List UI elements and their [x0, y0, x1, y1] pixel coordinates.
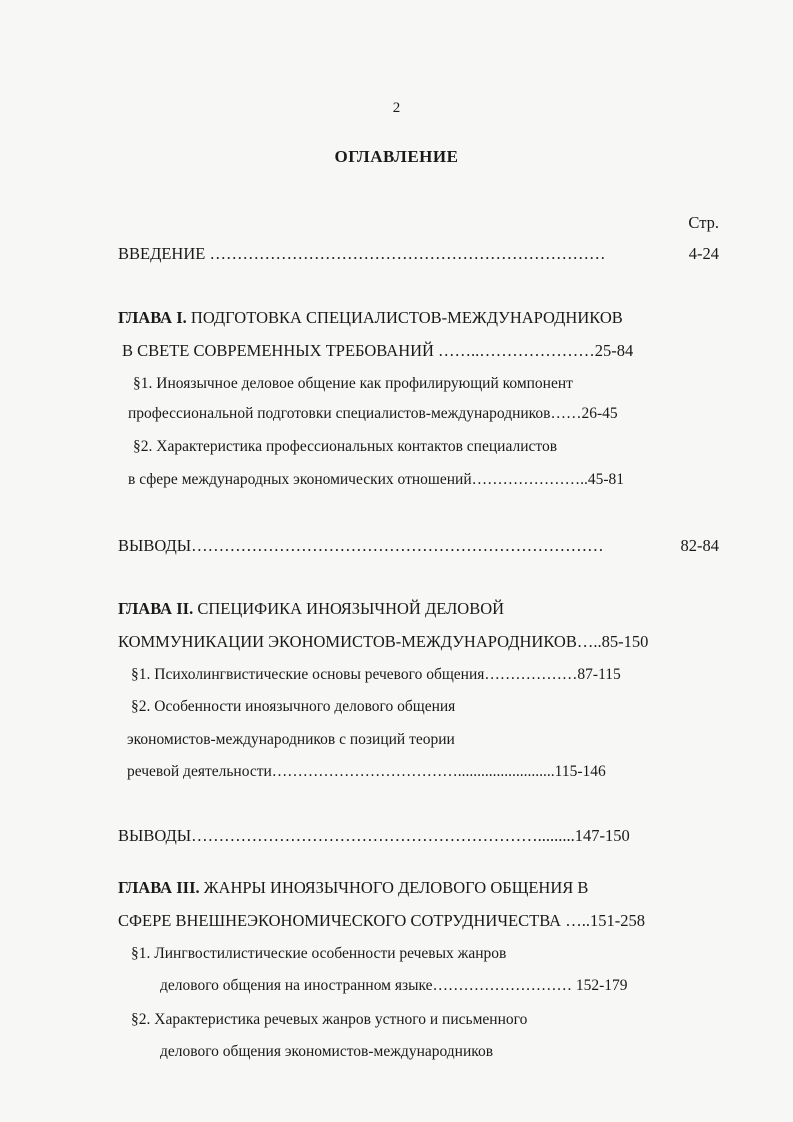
toc-section-1-1-cont: профессиональной подготовки специалистов-международников……26-45 [128, 405, 618, 422]
chapter-label: ГЛАВА I. [118, 308, 187, 327]
toc-chapter-2-heading [118, 599, 504, 619]
toc-chapter-2-line2: КОММУНИКАЦИИ ЭКОНОМИСТОВ-МЕЖДУНАРОДНИКОВ…..85-150 [118, 632, 649, 651]
toc-entry-pages: 82-84 [680, 536, 719, 555]
toc-entry-conclusions-2: ВЫВОДЫ……………………………………………………….........147-150 [118, 826, 630, 845]
toc-section-2-1: §1. Психолингвистические основы речевого общения………………87-115 [131, 666, 621, 683]
toc-section-2-2: §2. Особенности иноязычного делового общения [131, 698, 456, 715]
toc-section-3-1: §1. Лингвостилистические особенности речевых жанров [131, 945, 507, 962]
toc-section-3-1-cont: делового общения на иностранном языке……………………… 152-179 [160, 977, 628, 994]
toc-section-2-2-cont: экономистов-международников с позиций теории [127, 731, 455, 748]
toc-entry-text: ВВЕДЕНИЕ ……………………………………………………………… [118, 244, 606, 263]
toc-section-2-2-cont2: речевой деятельности……………………………….........................115-146 [127, 763, 606, 780]
toc-entry-conclusions-1: ВЫВОДЫ………………………………………………………………… [118, 536, 604, 555]
toc-entry-pages: 4-24 [688, 244, 719, 263]
toc-section-3-2-cont: делового общения экономистов-международников [160, 1043, 494, 1060]
toc-chapter-3-line2: СФЕРЕ ВНЕШНЕЭКОНОМИЧЕСКОГО СОТРУДНИЧЕСТВА …..151-258 [118, 911, 645, 930]
toc-section-3-2: §2. Характеристика речевых жанров устного и письменного [131, 1011, 528, 1028]
toc-chapter-3-heading [118, 878, 588, 898]
chapter-label: ГЛАВА II. [118, 599, 194, 618]
page-number: 2 [392, 100, 401, 116]
toc-section-1-2: §2. Характеристика профессиональных контактов специалистов [133, 438, 558, 455]
page-title: ОГЛАВЛЕНИЕ [334, 147, 459, 166]
toc-section-1-1: §1. Иноязычное деловое общение как профилирующий компонент [133, 375, 573, 392]
chapter-title: ЖАНРЫ ИНОЯЗЫЧНОГО ДЕЛОВОГО ОБЩЕНИЯ В [199, 878, 589, 897]
page-column-header: Стр. [688, 213, 719, 232]
toc-section-1-2-cont: в сфере международных экономических отношений…………………..45-81 [128, 471, 625, 488]
toc-chapter-1-line2: В СВЕТЕ СОВРЕМЕННЫХ ТРЕБОВАНИЙ ……..…………………25-84 [122, 341, 634, 360]
chapter-title: СПЕЦИФИКА ИНОЯЗЫЧНОЙ ДЕЛОВОЙ [193, 599, 505, 618]
toc-chapter-1-heading [118, 308, 623, 328]
toc-entry-introduction [118, 244, 605, 264]
chapter-label: ГЛАВА III. [118, 878, 200, 897]
chapter-title: ПОДГОТОВКА СПЕЦИАЛИСТОВ-МЕЖДУНАРОДНИКОВ [186, 308, 623, 327]
